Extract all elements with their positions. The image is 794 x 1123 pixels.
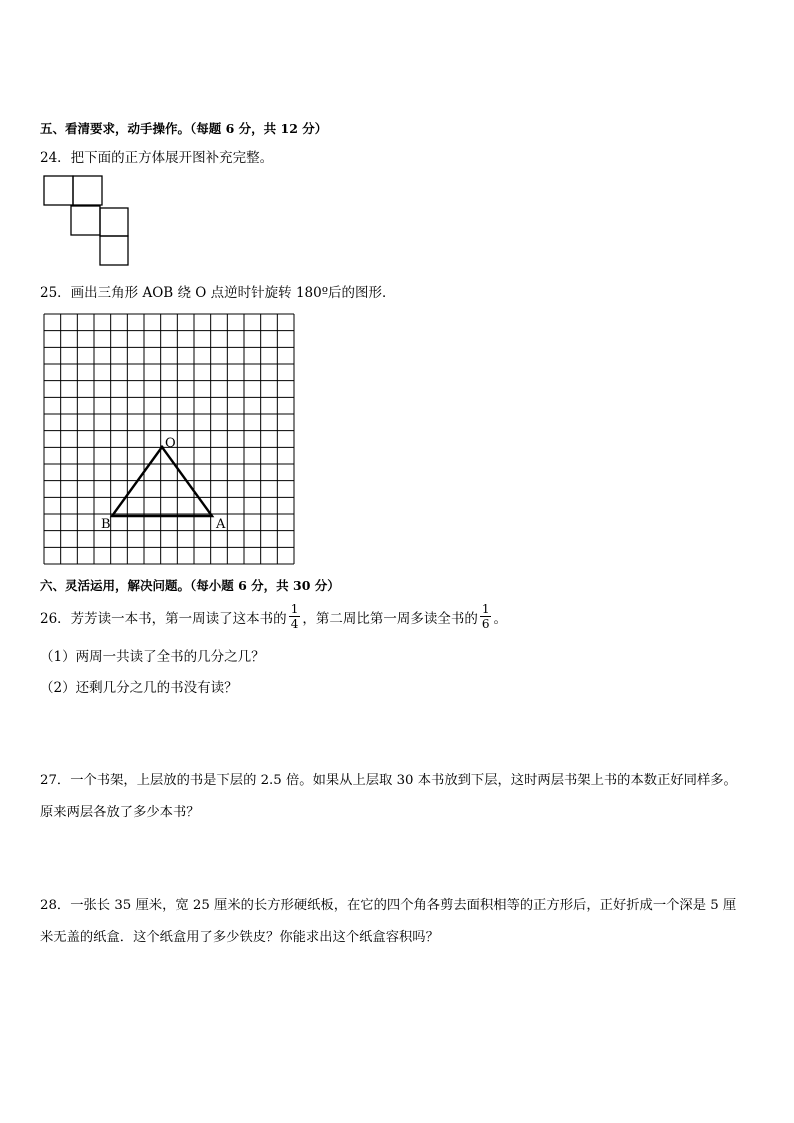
fraction-denominator: 6 — [481, 617, 490, 631]
fraction-denominator: 4 — [290, 617, 299, 631]
cube-net-figure — [0, 0, 794, 300]
question-26-text — [40, 602, 507, 631]
fraction-one-quarter — [289, 602, 301, 631]
question-27-line2: 原来两层各放了多少本书？ — [40, 805, 200, 820]
q26-middle: ，第二周比第一周多读全书的 — [302, 610, 478, 627]
label-o: O — [165, 436, 176, 451]
net-square — [44, 176, 73, 205]
question-28-line1: 28．一张长 35 厘米，宽 25 厘米的长方形硬纸板，在它的四个角各剪去面积相等的正方形后，正好折成一个深是 5 厘 — [40, 898, 737, 913]
point-o — [161, 446, 164, 449]
net-square — [71, 206, 100, 235]
fraction-numerator: 1 — [481, 602, 490, 616]
question-28-line2: 米无盖的纸盒．这个纸盒用了多少铁皮？你能求出这个纸盒容积吗？ — [40, 930, 439, 945]
net-square — [100, 236, 128, 265]
question-26-sub1: （1）两周一共读了全书的几分之几？ — [40, 649, 265, 665]
question-27-line1: 27．一个书架，上层放的书是下层的 2.5 倍。如果从上层取 30 本书放到下层，这时两层书架上书的本数正好同样多。 — [40, 773, 737, 788]
question-25-text: 25．画出三角形 AOB 绕 O 点逆时针旋转 180º后的图形． — [40, 285, 396, 301]
label-b: B — [101, 517, 111, 532]
q26-prefix: 26．芳芳读一本书，第一周读了这本书的 — [40, 610, 287, 627]
q26-suffix: 。 — [493, 610, 507, 627]
net-square — [100, 208, 128, 236]
fraction-numerator: 1 — [290, 602, 299, 616]
fraction-one-sixth — [480, 602, 492, 631]
section-heading-5: 五、看清要求，动手操作。（每题 6 分，共 12 分） — [40, 121, 328, 136]
question-26-sub2: （2）还剩几分之几的书没有读？ — [40, 680, 238, 696]
section-heading-6: 六、灵活运用，解决问题。（每小题 6 分，共 30 分） — [40, 578, 340, 593]
net-square — [73, 176, 102, 205]
question-24-text: 24．把下面的正方体展开图补充完整。 — [40, 150, 274, 166]
label-a: A — [216, 517, 226, 532]
